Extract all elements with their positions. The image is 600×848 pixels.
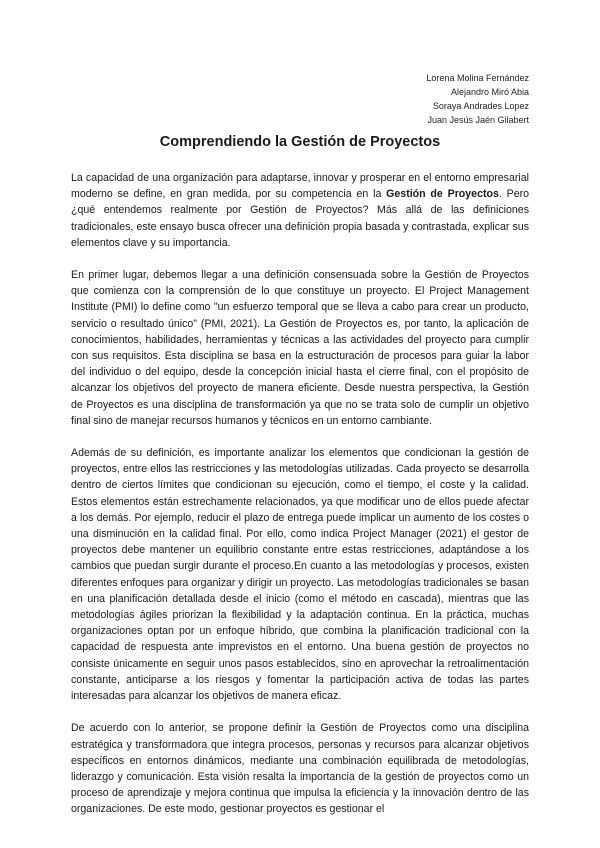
author-name: Juan Jesús Jaén Gilabert [427, 115, 529, 125]
paragraph-text: La capacidad de una organización para adaptarse, innovar y prosperar en el entorno empresarial moderno se define, en gran medida, por su competencia en la [71, 172, 529, 201]
author-list [426, 71, 529, 127]
paragraph-definition: En primer lugar, debemos llegar a una definición consensuada sobre la Gestión de Proyectos que comienza con la comprensión de lo que constituye un proyecto. El Project Management Institute (PMI) lo define como "un esfuerzo temporal que se lleva a cabo para crear un producto, servicio o resultado único" (PMI, 2021). La Gestión de Proyectos es, por tanto, la aplicación de conocimientos, habilidades, herramientas y técnicas a las actividades del proyecto para cumplir con sus requisitos. Esta disciplina se basa en la estructuración de procesos para guiar la labor del individuo o del equipo, desde la concepción inicial hasta el cierre final, con el propósito de alcanzar los objetivos del proyecto de manera eficiente. Desde nuestra perspectiva, la Gestión de Proyectos es una disciplina de transformación ya que no se trata solo de cumplir un objetivo final sino de manejar recursos humanos y técnicos en un entorno cambiante. [71, 269, 529, 427]
paragraph-elements: Además de su definición, es importante analizar los elementos que condicionan la gestión de proyectos, entre ellos las restricciones y las metodologías utilizadas. Cada proyecto se desarrolla dentro de ciertos límites que condicionan su ejecución, como el tiempo, el coste y la calidad. Estos elementos están estrechamente relacionados, ya que modificar uno de ellos puede afectar a los demás. Por ejemplo, reducir el plazo de entrega puede implicar un aumento de los costes o una disminución en la calidad final. Por ello, como indica Project Manager (2021) el gestor de proyectos debe mantener un equilibrio constante entre estas restricciones, adaptándose a los cambios que puedan surgir durante el proceso.En cuanto a las metodologías y procesos, existen diferentes enfoques para organizar y dirigir un proyecto. Las metodologías tradicionales se basan en una planificación detallada desde el inicio (como el método en cascada), mientras que las metodologías ágiles priorizan la flexibilidad y la adaptación continua. En la práctica, muchas organizaciones optan por un enfoque híbrido, que combina la planificación tradicional con la capacidad de respuesta ante imprevistos en el entorno. Una buena gestión de proyectos no consiste únicamente en seguir unos pasos establecidos, sino en aprovechar la retroalimentación constante, anticiparse a los riesgos y fomentar la participación activa de todas las partes interesadas para alcanzar los objetivos de manera eficaz. [71, 447, 529, 703]
author-name: Soraya Andrades Lopez [432, 101, 529, 111]
document-body [71, 170, 529, 818]
document-title: Comprendiendo la Gestión de Proyectos [159, 134, 441, 150]
paragraph-proposal: De acuerdo con lo anterior, se propone definir la Gestión de Proyectos como una disciplina estratégica y transformadora que integra procesos, personas y recursos para alcanzar objetivos específicos en entornos dinámicos, mediante una combinación equilibrada de metodologías, liderazgo y comunicación. Esta visión resalta la importancia de la gestión de proyectos como un proceso de aprendizaje y mejora continua que impulsa la eficiencia y la innovación dentro de las organizaciones. De este modo, gestionar proyectos es gestionar el [71, 722, 529, 816]
bold-term: Gestión de Proyectos [386, 188, 499, 201]
author-name: Alejandro Miró Abia [450, 87, 529, 97]
paragraph-text: . Pero ¿qué entendemos realmente por Gestión de Proyectos? Más allá de las definiciones tradicionales, este ensayo busca ofrecer una definición propia basada y contrastada, explicar sus elementos clave y su importancia. [71, 188, 530, 249]
paragraph-intro [71, 170, 529, 251]
author-name: Lorena Molina Fernández [426, 73, 529, 83]
